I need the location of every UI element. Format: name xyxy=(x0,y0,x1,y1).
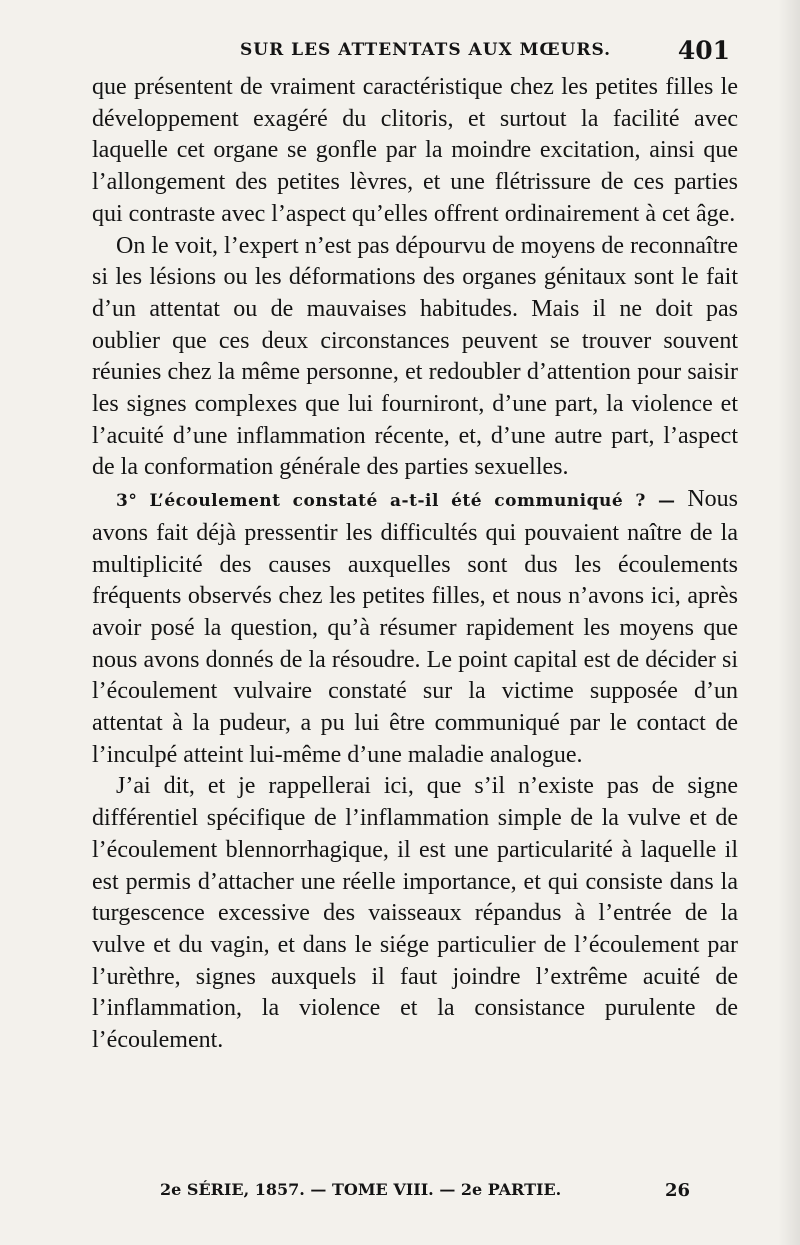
signature-mark: 26 xyxy=(664,1180,690,1201)
page-number: 401 xyxy=(677,36,730,65)
section-title: 3° L’écoulement constaté a-t-il été communiqué ? — xyxy=(116,491,676,512)
paragraph-1: que présentent de vraiment caractéristique chez les petites filles le développement exagéré du clitoris, et surtout la facilité avec laquelle cet organe se gonfle par la moindre excitation, ainsi que l’allongement des petites lèvres, et une flétrissure de ces parties qui contraste avec l’aspect qu’elles offrent ordinairement à cet âge. xyxy=(92,74,738,227)
paragraph-2: On le voit, l’expert n’est pas dépourvu de moyens de reconnaître si les lésions ou les déformations des organes génitaux sont le fait d’un attentat ou de mauvaises habitudes. Mais il ne doit pas oublier que ces deux circonstances peuvent se trouver souvent réunies chez la même personne, et redoubler d’attention pour saisir les signes complexes que lui fourniront, d’une part, la violence et l’acuité d’une inflammation récente, et, d’une autre part, l’aspect de la conformation générale des parties sexuelles. xyxy=(92,232,738,481)
page-edge-shadow xyxy=(778,0,800,1245)
running-head: SUR LES ATTENTATS AUX MŒURS. xyxy=(240,40,612,60)
paragraph-3-text: Nous avons fait déjà pressentir les difficultés qui pouvaient naître de la multiplicité des causes auxquelles sont dus les écoulements fréquents observés chez les petites filles, et nous n’avons ici, après avoir posé la question, qu’à résumer rapidement les moyens que nous avons donnés de la résoudre. Le point capital est de décider si l’écoulement vulvaire constaté sur la victime supposée d’un attentat à la pudeur, a pu lui être communiqué par le contact de l’inculpé atteint lui-même d’une maladie analogue. xyxy=(92,486,738,768)
page-header xyxy=(92,36,738,72)
paragraph-3 xyxy=(92,484,738,771)
body-text xyxy=(92,72,738,1057)
series-info: 2e SÉRIE, 1857. — TOME VIII. — 2e PARTIE. xyxy=(160,1180,562,1199)
paragraph-4: J’ai dit, et je rappellerai ici, que s’il n’existe pas de signe différentiel spécifique de l’inflammation simple de la vulve et de l’écoulement blennorrhagique, il est une particularité à laquelle il est permis d’attacher une réelle importance, et qui consiste dans la turgescence excessive des vaisseaux répandus à l’entrée de la vulve et du vagin, et dans le siége particulier de l’écoulement par l’urèthre, signes auxquels il faut joindre l’extrême acuité de l’inflammation, la violence et la consistance purulente de l’écoulement. xyxy=(92,773,738,1054)
page-footer xyxy=(160,1180,690,1208)
